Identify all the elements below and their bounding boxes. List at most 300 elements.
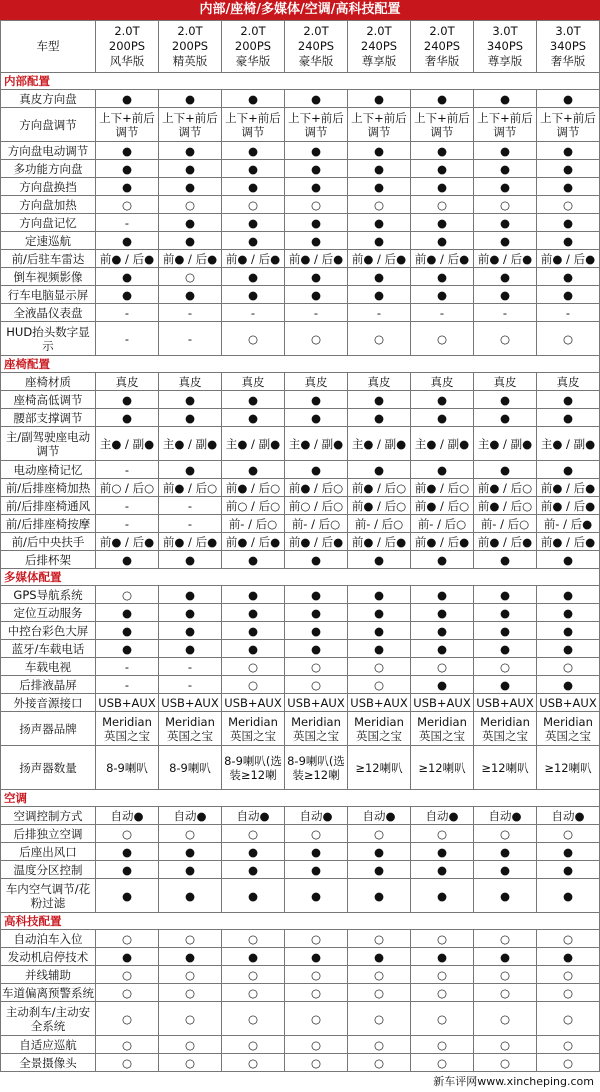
table-cell: ○	[285, 196, 348, 214]
table-cell: ●	[348, 604, 411, 622]
table-cell: -	[474, 304, 537, 322]
model-header-line: 200PS	[234, 39, 272, 53]
table-cell: ○	[537, 1036, 600, 1054]
table-cell: ○	[96, 1002, 159, 1036]
row-label: 全景摄像头	[1, 1054, 96, 1072]
table-cell: ○	[222, 196, 285, 214]
table-cell: -	[159, 304, 222, 322]
row-label: 前/后排座椅加热	[1, 479, 96, 497]
table-cell: 前● / 后●	[348, 250, 411, 268]
table-cell: ○	[348, 322, 411, 356]
table-row	[1, 825, 600, 843]
section-title: 多媒体配置	[1, 569, 600, 586]
table-cell: ●	[96, 391, 159, 409]
table-row	[1, 461, 600, 479]
table-cell: 前○ / 后○	[285, 497, 348, 515]
table-cell: ●	[222, 861, 285, 879]
table-cell: ●	[285, 214, 348, 232]
table-cell: ○	[348, 825, 411, 843]
table-cell: ○	[411, 658, 474, 676]
table-cell: -	[96, 515, 159, 533]
table-cell: ●	[222, 843, 285, 861]
table-cell: ○	[222, 658, 285, 676]
row-label: 倒车视频影像	[1, 268, 96, 286]
table-cell: ●	[537, 879, 600, 913]
table-cell: ≥12喇叭	[537, 746, 600, 790]
row-label: 全液晶仪表盘	[1, 304, 96, 322]
table-cell: ●	[537, 551, 600, 569]
table-cell: ○	[348, 1036, 411, 1054]
table-cell: ○	[285, 1054, 348, 1072]
table-row	[1, 807, 600, 825]
table-cell: -	[159, 322, 222, 356]
table-cell: 真皮	[411, 373, 474, 391]
model-header-cell	[285, 21, 348, 73]
table-cell: ●	[159, 551, 222, 569]
table-cell: 前● / 后●	[411, 533, 474, 551]
model-header-line: 精英版	[172, 54, 208, 68]
table-cell: ●	[159, 843, 222, 861]
table-cell: ○	[474, 196, 537, 214]
table-cell: ●	[222, 461, 285, 479]
row-label: 发动机启停技术	[1, 948, 96, 966]
table-cell: ○	[348, 1054, 411, 1072]
table-cell: 真皮	[537, 373, 600, 391]
table-cell: 主● / 副●	[474, 427, 537, 461]
table-cell: ○	[537, 930, 600, 948]
table-cell: ●	[348, 640, 411, 658]
table-cell: ●	[96, 286, 159, 304]
table-cell: -	[222, 304, 285, 322]
table-cell: 前● / 后●	[285, 250, 348, 268]
table-cell: ●	[474, 879, 537, 913]
table-row	[1, 640, 600, 658]
table-cell: 前● / 后●	[474, 250, 537, 268]
table-cell: ●	[411, 676, 474, 694]
table-cell: 上下+前后调节	[411, 108, 474, 142]
table-cell: -	[96, 214, 159, 232]
table-cell: ●	[222, 160, 285, 178]
table-row	[1, 604, 600, 622]
table-cell: ●	[537, 409, 600, 427]
table-cell: ○	[285, 984, 348, 1002]
table-cell: ●	[285, 861, 348, 879]
section-title: 高科技配置	[1, 913, 600, 930]
table-cell: ○	[411, 196, 474, 214]
table-cell: -	[96, 497, 159, 515]
table-cell: ●	[537, 232, 600, 250]
table-cell: 自动●	[411, 807, 474, 825]
row-label: 电动座椅记忆	[1, 461, 96, 479]
table-cell: ●	[348, 843, 411, 861]
table-cell: 自动●	[348, 807, 411, 825]
row-label: 蓝牙/车载电话	[1, 640, 96, 658]
table-cell: ●	[159, 214, 222, 232]
table-cell: ●	[285, 268, 348, 286]
table-title: 内部/座椅/多媒体/空调/高科技配置	[0, 0, 600, 20]
section-title: 空调	[1, 790, 600, 807]
table-cell: 真皮	[159, 373, 222, 391]
table-cell: ●	[537, 843, 600, 861]
table-cell: ●	[474, 861, 537, 879]
row-label: 温度分区控制	[1, 861, 96, 879]
table-cell: -	[159, 658, 222, 676]
table-cell: Meridian 英国之宝	[285, 712, 348, 746]
table-row	[1, 712, 600, 746]
table-cell: ●	[96, 843, 159, 861]
table-cell: 上下+前后调节	[474, 108, 537, 142]
table-cell: ●	[285, 622, 348, 640]
table-cell: ●	[96, 142, 159, 160]
table-cell: ○	[159, 1054, 222, 1072]
table-cell: ○	[285, 825, 348, 843]
table-row	[1, 843, 600, 861]
table-cell: ●	[348, 232, 411, 250]
model-header-line: 3.0T	[555, 24, 581, 38]
table-cell: ○	[285, 676, 348, 694]
table-cell: ●	[96, 551, 159, 569]
table-cell: ○	[474, 966, 537, 984]
table-cell: ○	[537, 322, 600, 356]
row-label: 后排独立空调	[1, 825, 96, 843]
table-cell: USB+AUX	[348, 694, 411, 712]
table-cell: 前- / 后●	[537, 515, 600, 533]
table-cell: 主● / 副●	[285, 427, 348, 461]
table-cell: 前● / 后○	[222, 479, 285, 497]
table-cell: ○	[96, 1054, 159, 1072]
table-cell: ●	[285, 461, 348, 479]
section-title: 座椅配置	[1, 356, 600, 373]
model-header-line: 2.0T	[177, 24, 203, 38]
table-cell: ●	[159, 286, 222, 304]
table-cell: ●	[222, 409, 285, 427]
table-cell: ●	[537, 604, 600, 622]
table-cell: ○	[348, 984, 411, 1002]
table-cell: -	[537, 304, 600, 322]
table-cell: ●	[96, 232, 159, 250]
table-cell: ○	[411, 1002, 474, 1036]
model-header-line: 3.0T	[492, 24, 518, 38]
table-row	[1, 879, 600, 913]
table-cell: 前● / 后○	[285, 479, 348, 497]
table-cell: 主● / 副●	[537, 427, 600, 461]
table-cell: 上下+前后调节	[159, 108, 222, 142]
table-cell: 前● / 后●	[537, 497, 600, 515]
table-cell: 真皮	[96, 373, 159, 391]
table-cell: ●	[411, 160, 474, 178]
row-label: 后排液晶屏	[1, 676, 96, 694]
row-label: 前/后驻车雷达	[1, 250, 96, 268]
model-header-line: 340PS	[549, 39, 587, 53]
table-cell: ●	[474, 676, 537, 694]
table-cell: 前● / 后●	[474, 533, 537, 551]
table-cell: ●	[411, 409, 474, 427]
table-cell: 前● / 后○	[411, 479, 474, 497]
model-header-line: 240PS	[423, 39, 461, 53]
table-cell: ●	[348, 142, 411, 160]
table-cell: ○	[537, 825, 600, 843]
table-cell: ●	[96, 160, 159, 178]
row-label: 主/副驾驶座电动调节	[1, 427, 96, 461]
table-cell: ○	[411, 966, 474, 984]
table-cell: ●	[537, 90, 600, 108]
table-cell: 主● / 副●	[411, 427, 474, 461]
table-cell: ○	[96, 984, 159, 1002]
model-header-line: 尊享版	[361, 54, 397, 68]
table-cell: ●	[96, 948, 159, 966]
table-cell: 前● / 后●	[348, 533, 411, 551]
row-label: 主动刹车/主动安全系统	[1, 1002, 96, 1036]
table-cell: 上下+前后调节	[222, 108, 285, 142]
model-header-line: 200PS	[108, 39, 146, 53]
table-cell: ●	[537, 160, 600, 178]
table-cell: ●	[285, 232, 348, 250]
table-cell: ○	[222, 322, 285, 356]
table-cell: ●	[537, 214, 600, 232]
row-label: 并线辅助	[1, 966, 96, 984]
table-row	[1, 694, 600, 712]
section-row	[1, 790, 600, 807]
table-row	[1, 232, 600, 250]
table-cell: ●	[474, 286, 537, 304]
table-cell: ●	[222, 232, 285, 250]
table-cell: ●	[537, 861, 600, 879]
table-row	[1, 497, 600, 515]
table-cell: ●	[411, 843, 474, 861]
table-cell: ●	[474, 604, 537, 622]
table-cell: ○	[96, 586, 159, 604]
table-cell: ○	[285, 658, 348, 676]
table-cell: -	[159, 497, 222, 515]
table-cell: ●	[222, 879, 285, 913]
row-label: 腰部支撑调节	[1, 409, 96, 427]
model-header-line: 豪华版	[235, 54, 271, 68]
table-cell: ●	[411, 948, 474, 966]
table-cell: 自动●	[474, 807, 537, 825]
table-cell: ●	[474, 268, 537, 286]
table-cell: ○	[348, 1002, 411, 1036]
table-cell: ○	[222, 930, 285, 948]
table-cell: 主● / 副●	[222, 427, 285, 461]
table-cell: ●	[96, 409, 159, 427]
table-row	[1, 948, 600, 966]
table-cell: ○	[159, 930, 222, 948]
section-row	[1, 913, 600, 930]
table-cell: 前● / 后●	[537, 250, 600, 268]
table-cell: ●	[222, 551, 285, 569]
table-cell: ●	[411, 214, 474, 232]
table-cell: ●	[474, 391, 537, 409]
model-header-line: 豪华版	[298, 54, 334, 68]
model-header-cell	[411, 21, 474, 73]
model-header-cell	[348, 21, 411, 73]
table-cell: ○	[222, 825, 285, 843]
table-cell: USB+AUX	[537, 694, 600, 712]
row-label: 车载电视	[1, 658, 96, 676]
table-cell: ●	[474, 948, 537, 966]
table-cell: ○	[411, 1054, 474, 1072]
table-row	[1, 214, 600, 232]
table-cell: ●	[348, 622, 411, 640]
row-label: 扬声器数量	[1, 746, 96, 790]
table-cell: ○	[222, 1002, 285, 1036]
table-cell: 主● / 副●	[348, 427, 411, 461]
table-row	[1, 322, 600, 356]
table-cell: ●	[474, 232, 537, 250]
table-cell: ○	[285, 1002, 348, 1036]
section-title: 内部配置	[1, 73, 600, 90]
table-row	[1, 160, 600, 178]
table-cell: 前● / 后●	[285, 533, 348, 551]
table-cell: ○	[474, 825, 537, 843]
table-cell: ●	[222, 391, 285, 409]
table-cell: ●	[474, 843, 537, 861]
table-cell: ●	[285, 843, 348, 861]
table-cell: ○	[96, 196, 159, 214]
table-cell: ●	[159, 604, 222, 622]
table-cell: 前● / 后●	[222, 533, 285, 551]
table-cell: -	[96, 322, 159, 356]
table-cell: ●	[474, 586, 537, 604]
table-cell: ●	[348, 286, 411, 304]
table-cell: ○	[474, 984, 537, 1002]
table-cell: ●	[159, 142, 222, 160]
table-cell: ●	[348, 948, 411, 966]
table-cell: -	[285, 304, 348, 322]
table-cell: ●	[96, 268, 159, 286]
table-cell: 前- / 后○	[285, 515, 348, 533]
table-cell: 真皮	[348, 373, 411, 391]
table-cell: ●	[159, 178, 222, 196]
table-cell: USB+AUX	[159, 694, 222, 712]
table-cell: ○	[222, 676, 285, 694]
table-row	[1, 178, 600, 196]
model-header-cell	[96, 21, 159, 73]
table-cell: ●	[411, 286, 474, 304]
table-cell: ●	[222, 142, 285, 160]
table-cell: 前● / 后○	[348, 497, 411, 515]
table-cell: ●	[285, 160, 348, 178]
row-label: 自动泊车入位	[1, 930, 96, 948]
table-row	[1, 515, 600, 533]
table-cell: ●	[348, 409, 411, 427]
table-row	[1, 622, 600, 640]
table-cell: 前○ / 后○	[222, 497, 285, 515]
table-cell: 前- / 后○	[474, 515, 537, 533]
table-cell: ●	[537, 286, 600, 304]
table-cell: ●	[159, 461, 222, 479]
table-cell: ●	[222, 214, 285, 232]
table-cell: ○	[96, 930, 159, 948]
table-cell: ●	[474, 461, 537, 479]
table-cell: ●	[96, 90, 159, 108]
row-label: 座椅高低调节	[1, 391, 96, 409]
table-row	[1, 479, 600, 497]
table-cell: ●	[474, 178, 537, 196]
table-row	[1, 196, 600, 214]
table-cell: ●	[474, 90, 537, 108]
table-row	[1, 1054, 600, 1072]
model-header-line: 2.0T	[429, 24, 455, 38]
model-header-cell	[537, 21, 600, 73]
table-cell: 自动●	[537, 807, 600, 825]
table-cell: Meridian 英国之宝	[222, 712, 285, 746]
row-label: 方向盘电动调节	[1, 142, 96, 160]
table-cell: ●	[159, 160, 222, 178]
model-header-line: 风华版	[109, 54, 145, 68]
row-label: HUD抬头数字显示	[1, 322, 96, 356]
row-label: 前/后排座椅通风	[1, 497, 96, 515]
row-label: 方向盘加热	[1, 196, 96, 214]
table-row	[1, 142, 600, 160]
table-cell: ●	[222, 90, 285, 108]
table-cell: 上下+前后调节	[96, 108, 159, 142]
table-cell: 自动●	[159, 807, 222, 825]
table-cell: ●	[537, 676, 600, 694]
table-cell: ●	[159, 640, 222, 658]
table-cell: 前● / 后●	[411, 250, 474, 268]
row-label: 扬声器品牌	[1, 712, 96, 746]
table-row	[1, 427, 600, 461]
table-cell: ○	[222, 1036, 285, 1054]
model-header-line: 200PS	[171, 39, 209, 53]
table-cell: 前● / 后●	[537, 533, 600, 551]
table-cell: ○	[537, 1002, 600, 1036]
table-cell: ≥12喇叭	[474, 746, 537, 790]
table-row	[1, 1002, 600, 1036]
table-cell: ●	[537, 268, 600, 286]
table-cell: ○	[222, 966, 285, 984]
table-cell: Meridian 英国之宝	[348, 712, 411, 746]
table-cell: ●	[285, 391, 348, 409]
table-row	[1, 551, 600, 569]
row-label: 后排杯架	[1, 551, 96, 569]
table-row	[1, 304, 600, 322]
table-cell: ○	[348, 930, 411, 948]
table-cell: ●	[411, 861, 474, 879]
table-cell: ●	[411, 142, 474, 160]
table-cell: ●	[285, 90, 348, 108]
table-cell: ○	[537, 966, 600, 984]
table-cell: 前● / 后○	[474, 479, 537, 497]
table-cell: ○	[159, 1036, 222, 1054]
table-cell: 真皮	[222, 373, 285, 391]
table-cell: ○	[285, 322, 348, 356]
row-label: 真皮方向盘	[1, 90, 96, 108]
table-cell: 前● / 后●	[537, 479, 600, 497]
table-cell: ○	[348, 966, 411, 984]
table-cell: ●	[285, 286, 348, 304]
table-row	[1, 746, 600, 790]
table-cell: 自动●	[96, 807, 159, 825]
table-cell: Meridian 英国之宝	[96, 712, 159, 746]
model-header-line: 340PS	[486, 39, 524, 53]
table-cell: ●	[222, 286, 285, 304]
table-cell: ○	[411, 1036, 474, 1054]
table-cell: ●	[474, 640, 537, 658]
table-cell: ●	[411, 586, 474, 604]
table-cell: ●	[348, 178, 411, 196]
model-header-cell	[474, 21, 537, 73]
table-cell: ●	[537, 948, 600, 966]
model-header-cell	[222, 21, 285, 73]
table-cell: ●	[285, 604, 348, 622]
table-cell: ●	[222, 640, 285, 658]
table-cell: ●	[537, 461, 600, 479]
table-cell: 上下+前后调节	[537, 108, 600, 142]
table-cell: USB+AUX	[285, 694, 348, 712]
table-cell: -	[96, 304, 159, 322]
